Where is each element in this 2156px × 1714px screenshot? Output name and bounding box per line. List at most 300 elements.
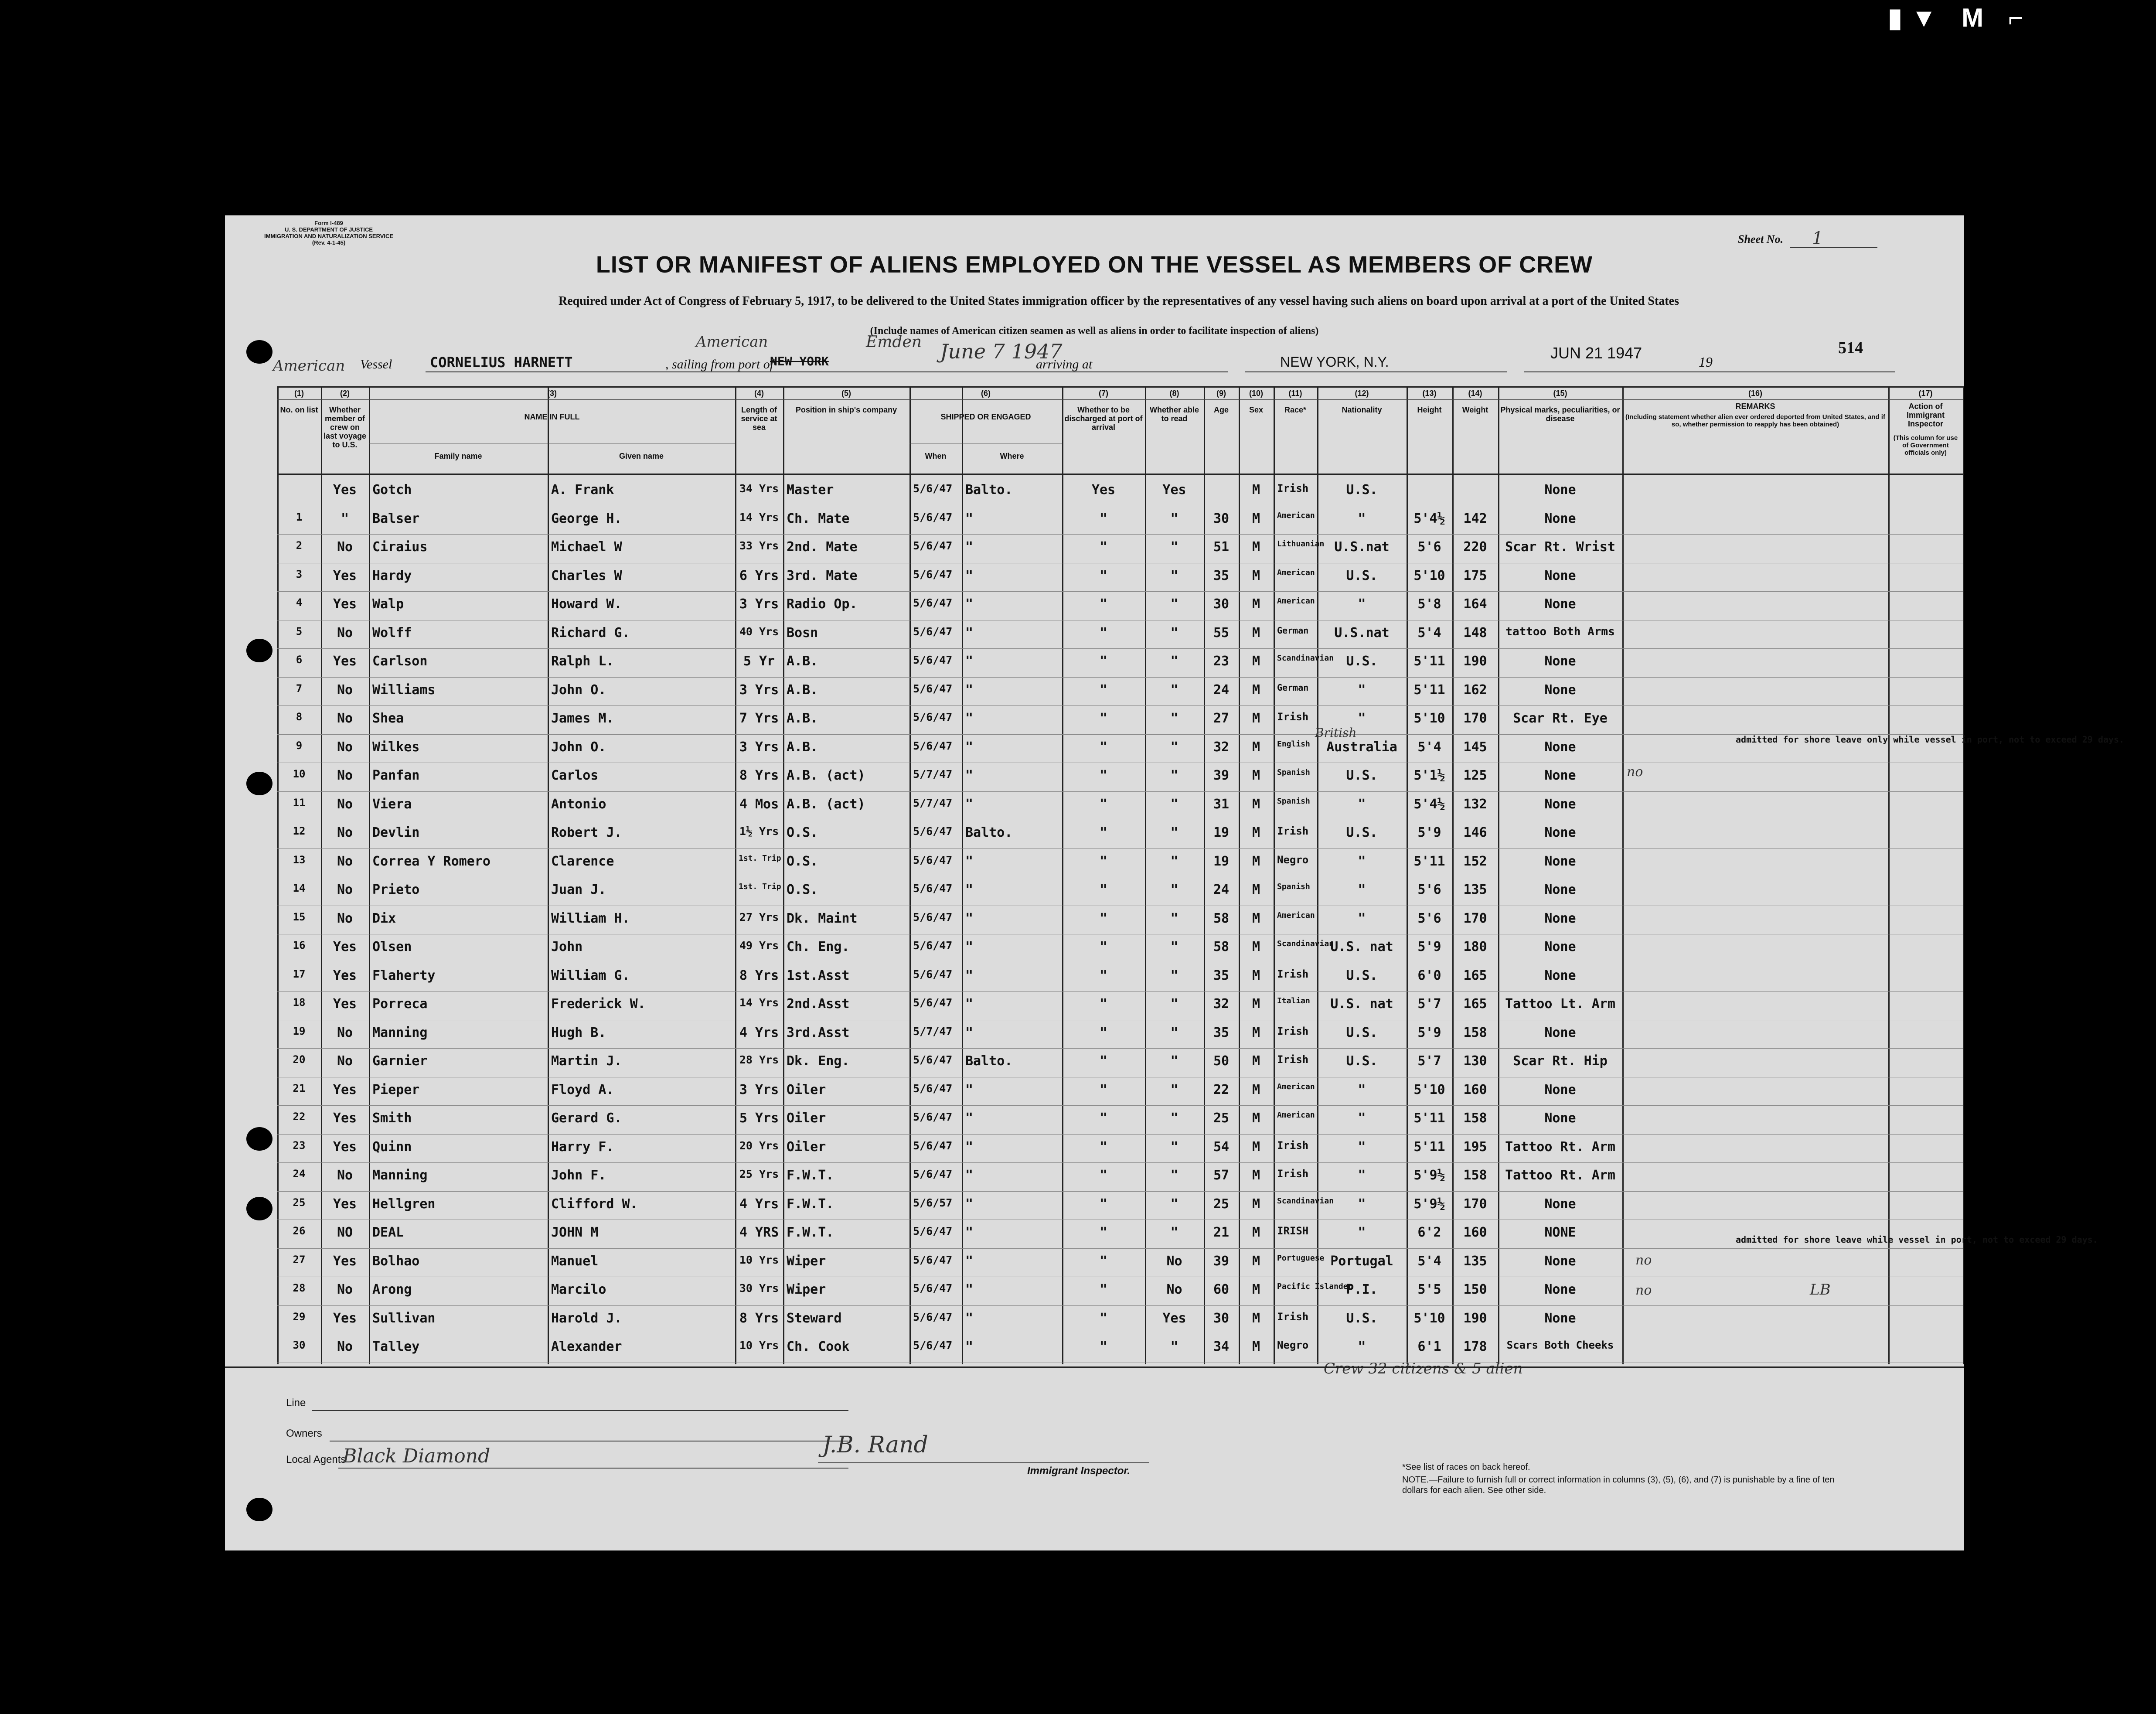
cell-sex: M bbox=[1252, 796, 1260, 812]
cell-age: 27 bbox=[1213, 711, 1230, 726]
sailing-label: , sailing from port of bbox=[665, 357, 774, 371]
cell-age: 39 bbox=[1213, 1253, 1230, 1269]
cell-age: 57 bbox=[1213, 1168, 1230, 1183]
cell-marks: Scar Rt. Eye bbox=[1513, 711, 1608, 726]
cell-prev: " bbox=[341, 511, 349, 526]
column-header: No. on list bbox=[280, 405, 318, 414]
cell-race: American bbox=[1277, 596, 1315, 606]
column-header: REMARKS bbox=[1735, 402, 1775, 411]
cell-sex: M bbox=[1252, 654, 1260, 669]
cell-marks: None bbox=[1544, 882, 1576, 897]
cell-no: 26 bbox=[293, 1225, 306, 1237]
cell-given: Harold J. bbox=[551, 1310, 622, 1326]
cell-weight: 125 bbox=[1463, 768, 1487, 783]
cell-position: A.B. (act) bbox=[787, 796, 865, 812]
cell-given: Marcilo bbox=[551, 1282, 606, 1297]
cell-sex: M bbox=[1252, 1225, 1260, 1240]
column-header: Nationality bbox=[1342, 405, 1382, 414]
cell-read: No bbox=[1166, 1253, 1182, 1269]
cell-given: William H. bbox=[551, 910, 630, 926]
cell-family: Prieto bbox=[372, 882, 420, 897]
cell-position: A.B. bbox=[787, 682, 818, 698]
cell-family: Ciraius bbox=[372, 539, 428, 555]
cell-disch: " bbox=[1099, 596, 1108, 612]
cell-prev: Yes bbox=[333, 996, 357, 1012]
cell-when: 5/6/47 bbox=[913, 1111, 953, 1123]
cell-given: Gerard G. bbox=[551, 1111, 622, 1126]
cell-nat: " bbox=[1358, 910, 1366, 926]
cell-race: Irish bbox=[1277, 1053, 1309, 1066]
cell-read: " bbox=[1170, 1082, 1178, 1097]
cell-service: 8 Yrs bbox=[739, 768, 779, 783]
cell-age: 24 bbox=[1213, 882, 1230, 897]
agents-label: Local Agents bbox=[286, 1454, 346, 1465]
cell-where: " bbox=[965, 1111, 974, 1126]
cell-age: 34 bbox=[1213, 1339, 1230, 1354]
cell-where: " bbox=[965, 882, 974, 897]
cell-disch: " bbox=[1099, 968, 1108, 983]
cell-sex: M bbox=[1252, 825, 1260, 840]
cell-weight: 170 bbox=[1463, 711, 1487, 726]
cell-age: 58 bbox=[1213, 939, 1230, 954]
cell-given: Carlos bbox=[551, 768, 599, 783]
cell-given: A. Frank bbox=[551, 482, 614, 498]
cell-race: Spanish bbox=[1277, 882, 1310, 891]
cell-weight: 178 bbox=[1463, 1339, 1487, 1354]
cell-age: 55 bbox=[1213, 625, 1230, 641]
cell-sex: M bbox=[1252, 539, 1260, 555]
cell-prev: No bbox=[337, 882, 353, 897]
remark-r9_no: no bbox=[1627, 764, 1643, 780]
column-line bbox=[909, 386, 911, 1364]
cell-prev: No bbox=[337, 1168, 353, 1183]
form-service: IMMIGRATION AND NATURALIZATION SERVICE bbox=[264, 233, 394, 239]
cell-race: Spanish bbox=[1277, 768, 1310, 777]
column-number: (4) bbox=[754, 389, 764, 398]
column-number: (14) bbox=[1468, 389, 1482, 398]
row-line bbox=[277, 534, 1963, 535]
act-text: Required under Act of Congress of February 5, 1917, to be delivered to the United States immigration officer by the representatives of any vessel having such aliens on board upon arrival at a port of the United States bbox=[559, 294, 1679, 308]
remark-r28_action: LB bbox=[1810, 1281, 1831, 1298]
cell-family: Shea bbox=[372, 711, 404, 726]
cell-no: 9 bbox=[296, 739, 303, 752]
cell-read: " bbox=[1170, 1111, 1178, 1126]
cell-nat: " bbox=[1358, 882, 1366, 897]
row-line bbox=[277, 1248, 1963, 1249]
column-line bbox=[783, 386, 784, 1364]
cell-no: 20 bbox=[293, 1053, 306, 1066]
column-number: (15) bbox=[1553, 389, 1567, 398]
column-number-line bbox=[277, 399, 1963, 400]
cell-height: 5'6 bbox=[1417, 539, 1441, 555]
cell-height: 5'10 bbox=[1413, 1082, 1445, 1097]
cell-disch: " bbox=[1099, 1168, 1108, 1183]
cell-when: 5/7/47 bbox=[913, 796, 953, 809]
cell-sex: M bbox=[1252, 711, 1260, 726]
cell-family: Walp bbox=[372, 596, 404, 612]
cell-race: Irish bbox=[1277, 968, 1309, 980]
cell-height: 5'1½ bbox=[1413, 768, 1445, 783]
cell-family: Hellgren bbox=[372, 1196, 436, 1212]
cell-read: " bbox=[1170, 768, 1178, 783]
cell-service: 30 Yrs bbox=[739, 1282, 779, 1295]
cell-no: 17 bbox=[293, 968, 306, 980]
cell-sex: M bbox=[1252, 1339, 1260, 1354]
cell-weight: 158 bbox=[1463, 1168, 1487, 1183]
cell-nat: " bbox=[1358, 853, 1366, 869]
cell-read: " bbox=[1170, 996, 1178, 1012]
cell-service: 5 Yr bbox=[743, 654, 775, 669]
cell-prev: Yes bbox=[333, 482, 357, 498]
cell-given: Hugh B. bbox=[551, 1025, 606, 1040]
cell-family: Gotch bbox=[372, 482, 412, 498]
cell-nat: " bbox=[1358, 1139, 1366, 1155]
column-header: Age bbox=[1213, 405, 1229, 414]
cell-where: " bbox=[965, 539, 974, 555]
cell-when: 5/6/47 bbox=[913, 739, 953, 752]
cell-when: 5/6/47 bbox=[913, 539, 953, 552]
cell-height: 5'4 bbox=[1417, 625, 1441, 641]
cell-sex: M bbox=[1252, 568, 1260, 583]
cell-marks: NONE bbox=[1544, 1225, 1576, 1240]
row-line bbox=[277, 1048, 1963, 1049]
remark-r9_text: admitted for shore leave only while vessel in port, not to exceed 29 days. bbox=[1736, 734, 2125, 745]
races-note: *See list of races on back hereof. bbox=[1402, 1462, 1530, 1472]
cell-marks: None bbox=[1544, 939, 1576, 954]
cell-service: 49 Yrs bbox=[739, 939, 779, 952]
cell-sex: M bbox=[1252, 768, 1260, 783]
cell-race: Irish bbox=[1277, 1139, 1309, 1152]
cell-where: " bbox=[965, 768, 974, 783]
cell-age: 50 bbox=[1213, 1053, 1230, 1069]
cell-when: 5/6/57 bbox=[913, 1196, 953, 1209]
cell-position: Wiper bbox=[787, 1253, 826, 1269]
cell-position: A.B. bbox=[787, 711, 818, 726]
cell-family: Flaherty bbox=[372, 968, 436, 983]
column-number: (13) bbox=[1422, 389, 1437, 398]
column-line bbox=[1498, 386, 1499, 1364]
cell-when: 5/6/47 bbox=[913, 682, 953, 695]
cell-age: 58 bbox=[1213, 910, 1230, 926]
cell-height: 5'11 bbox=[1413, 682, 1445, 698]
cell-sex: M bbox=[1252, 511, 1260, 526]
remark-r27_no: no bbox=[1635, 1252, 1652, 1268]
cell-family: Correa Y Romero bbox=[372, 853, 490, 869]
cell-read: " bbox=[1170, 939, 1178, 954]
cell-race: Negro bbox=[1277, 853, 1309, 866]
cell-marks: None bbox=[1544, 1253, 1576, 1269]
cell-position: A.B. (act) bbox=[787, 768, 865, 783]
cell-marks: Scars Both Cheeks bbox=[1506, 1339, 1614, 1351]
cell-prev: No bbox=[337, 711, 353, 726]
cell-sex: M bbox=[1252, 1196, 1260, 1212]
cell-race: American bbox=[1277, 511, 1315, 520]
cell-family: Olsen bbox=[372, 939, 412, 954]
cell-age: 39 bbox=[1213, 768, 1230, 783]
cell-sex: M bbox=[1252, 1253, 1260, 1269]
cell-read: " bbox=[1170, 539, 1178, 555]
cell-given: JOHN M bbox=[551, 1225, 599, 1240]
cell-read: " bbox=[1170, 739, 1178, 755]
cell-service: 3 Yrs bbox=[739, 739, 779, 755]
cell-when: 5/6/47 bbox=[913, 1053, 953, 1066]
cell-weight: 145 bbox=[1463, 739, 1487, 755]
cell-prev: Yes bbox=[333, 1310, 357, 1326]
cell-no: 23 bbox=[293, 1139, 306, 1152]
cell-prev: Yes bbox=[333, 654, 357, 669]
cell-weight: 165 bbox=[1463, 996, 1487, 1012]
cell-weight: 160 bbox=[1463, 1082, 1487, 1097]
cell-nat: U.S. bbox=[1346, 768, 1378, 783]
sheet-line bbox=[1790, 247, 1877, 248]
cell-service: 4 Yrs bbox=[739, 1025, 779, 1040]
cell-height: 5'11 bbox=[1413, 1139, 1445, 1155]
cell-family: Viera bbox=[372, 796, 412, 812]
cell-given: George H. bbox=[551, 511, 622, 526]
cell-weight: 190 bbox=[1463, 654, 1487, 669]
handwritten-emden: Emden bbox=[866, 333, 922, 351]
cell-prev: No bbox=[337, 739, 353, 755]
cell-where: " bbox=[965, 1196, 974, 1212]
cell-given: John O. bbox=[551, 682, 606, 698]
cell-weight: 148 bbox=[1463, 625, 1487, 641]
cell-family: Carlson bbox=[372, 654, 428, 669]
cell-where: " bbox=[965, 1025, 974, 1040]
cell-marks: Tattoo Lt. Arm bbox=[1505, 996, 1615, 1012]
cell-prev: Yes bbox=[333, 1082, 357, 1097]
cell-position: F.W.T. bbox=[787, 1196, 834, 1212]
column-header: Position in ship's company bbox=[795, 405, 897, 414]
cell-where: " bbox=[965, 596, 974, 612]
cell-sex: M bbox=[1252, 1168, 1260, 1183]
cell-position: 3rd. Mate bbox=[787, 568, 858, 583]
cell-service: 7 Yrs bbox=[739, 711, 779, 726]
cell-age: 35 bbox=[1213, 968, 1230, 983]
cell-read: " bbox=[1170, 654, 1178, 669]
column-line bbox=[1888, 386, 1890, 1364]
cell-no: 12 bbox=[293, 825, 306, 837]
cell-no: 3 bbox=[296, 568, 303, 580]
cell-prev: NO bbox=[337, 1225, 353, 1240]
cell-family: Williams bbox=[372, 682, 436, 698]
punch-hole bbox=[246, 1127, 272, 1151]
cell-where: " bbox=[965, 654, 974, 669]
cell-given: Richard G. bbox=[551, 625, 630, 641]
cell-given: Robert J. bbox=[551, 825, 622, 840]
column-header-note: (Including statement whether alien ever ordered deported from United States, and if so, whether permission to reapply has been obtained) bbox=[1625, 413, 1885, 428]
cell-read: " bbox=[1170, 968, 1178, 983]
cell-age: 30 bbox=[1213, 596, 1230, 612]
cell-race: American bbox=[1277, 910, 1315, 920]
cell-nat: " bbox=[1358, 1225, 1366, 1240]
cell-where: " bbox=[965, 1339, 974, 1354]
cell-when: 5/6/47 bbox=[913, 910, 953, 923]
cell-race: American bbox=[1277, 568, 1315, 577]
cell-marks: Tattoo Rt. Arm bbox=[1505, 1168, 1615, 1183]
cell-nat: " bbox=[1358, 711, 1366, 726]
manifest-document bbox=[225, 215, 2125, 1550]
cell-nat: U.S. nat bbox=[1330, 996, 1393, 1012]
cell-where: " bbox=[965, 511, 974, 526]
cell-given: Floyd A. bbox=[551, 1082, 614, 1097]
cell-given: Manuel bbox=[551, 1253, 599, 1269]
cell-given: James M. bbox=[551, 711, 614, 726]
cell-given: Harry F. bbox=[551, 1139, 614, 1155]
cell-where: " bbox=[965, 682, 974, 698]
column-number: (5) bbox=[841, 389, 851, 398]
remark-british_note: British bbox=[1315, 725, 1357, 740]
cell-nat: U.S. bbox=[1346, 482, 1378, 498]
punch-hole bbox=[246, 1197, 272, 1220]
agents-value: Black Diamond bbox=[343, 1445, 490, 1467]
cell-when: 5/6/47 bbox=[913, 511, 953, 524]
remark-r27_text: admitted for shore leave while vessel in port, not to exceed 29 days. bbox=[1736, 1234, 2098, 1245]
cell-no: 11 bbox=[293, 796, 306, 809]
cell-disch: " bbox=[1099, 825, 1108, 840]
cell-sex: M bbox=[1252, 596, 1260, 612]
cell-when: 5/6/47 bbox=[913, 1082, 953, 1095]
cell-read: " bbox=[1170, 511, 1178, 526]
cell-age: 19 bbox=[1213, 853, 1230, 869]
cell-age: 24 bbox=[1213, 682, 1230, 698]
cell-disch: " bbox=[1099, 1225, 1108, 1240]
cell-prev: No bbox=[337, 1282, 353, 1297]
cell-when: 5/6/47 bbox=[913, 1339, 953, 1352]
cell-given: Juan J. bbox=[551, 882, 606, 897]
cell-age: 25 bbox=[1213, 1196, 1230, 1212]
cell-marks: None bbox=[1544, 910, 1576, 926]
cell-read: " bbox=[1170, 682, 1178, 698]
cell-disch: " bbox=[1099, 1282, 1108, 1297]
cell-prev: No bbox=[337, 539, 353, 555]
column-header-note: (This column for use of Government officials only) bbox=[1893, 434, 1958, 457]
cell-age: 54 bbox=[1213, 1139, 1230, 1155]
cell-nat: " bbox=[1358, 796, 1366, 812]
column-header: Sex bbox=[1249, 405, 1264, 414]
handwritten-american-2: American bbox=[696, 333, 768, 351]
cell-height: 5'11 bbox=[1413, 654, 1445, 669]
cell-no: 30 bbox=[293, 1339, 306, 1351]
cell-read: " bbox=[1170, 568, 1178, 583]
cell-read: " bbox=[1170, 796, 1178, 812]
cell-when: 5/6/47 bbox=[913, 482, 953, 495]
cell-prev: Yes bbox=[333, 1111, 357, 1126]
cell-height: 5'4 bbox=[1417, 1253, 1441, 1269]
cell-race: Lithuanian bbox=[1277, 539, 1325, 549]
cell-service: 8 Yrs bbox=[739, 1310, 779, 1326]
cell-race: IRISH bbox=[1277, 1225, 1309, 1237]
cell-position: Wiper bbox=[787, 1282, 826, 1297]
cell-nat: " bbox=[1358, 1082, 1366, 1097]
cell-nat: U.S. bbox=[1346, 654, 1378, 669]
table-top-border bbox=[277, 386, 1963, 388]
row-line bbox=[277, 791, 1963, 792]
cell-where: " bbox=[965, 568, 974, 583]
cell-when: 5/6/47 bbox=[913, 968, 953, 981]
cell-service: 1½ Yrs bbox=[739, 825, 779, 838]
cell-position: 1st.Asst bbox=[787, 968, 850, 983]
cell-height: 5'4 bbox=[1417, 739, 1441, 755]
column-line bbox=[1963, 386, 1964, 1364]
cell-marks: None bbox=[1544, 796, 1576, 812]
cell-when: 5/6/47 bbox=[913, 1225, 953, 1237]
column-header: Weight bbox=[1462, 405, 1488, 414]
handwritten-american: American bbox=[273, 357, 345, 375]
cell-no: 5 bbox=[296, 625, 303, 637]
cell-where: " bbox=[965, 853, 974, 869]
cell-position: Master bbox=[787, 482, 834, 498]
cell-race: Scandinavian bbox=[1277, 654, 1334, 663]
cell-disch: " bbox=[1099, 1339, 1108, 1354]
cell-position: O.S. bbox=[787, 853, 818, 869]
cell-position: Radio Op. bbox=[787, 596, 858, 612]
cell-service: 14 Yrs bbox=[739, 511, 779, 524]
cell-weight: 170 bbox=[1463, 910, 1487, 926]
cell-service: 34 Yrs bbox=[739, 482, 779, 495]
row-line bbox=[277, 1191, 1963, 1192]
cell-height: 5'7 bbox=[1417, 996, 1441, 1012]
cell-height: 5'6 bbox=[1417, 910, 1441, 926]
cell-race: German bbox=[1277, 682, 1309, 693]
cell-no: 14 bbox=[293, 882, 306, 894]
cell-weight: 158 bbox=[1463, 1111, 1487, 1126]
cell-nat: U.S. nat bbox=[1330, 939, 1393, 954]
cell-when: 5/6/47 bbox=[913, 654, 953, 666]
column-number: (12) bbox=[1355, 389, 1369, 398]
cell-height: 5'10 bbox=[1413, 568, 1445, 583]
cell-height: 5'9 bbox=[1417, 825, 1441, 840]
cell-read: Yes bbox=[1162, 1310, 1186, 1326]
row-line bbox=[277, 1162, 1963, 1163]
cell-nat: U.S. bbox=[1346, 1053, 1378, 1069]
column-number: (16) bbox=[1748, 389, 1762, 398]
cell-where: " bbox=[965, 1082, 974, 1097]
penalty-note: NOTE.—Failure to furnish full or correct information in columns (3), (5), (6), and (7) is punishable by a fine of ten dollars for each alien. See other side. bbox=[1402, 1475, 1835, 1495]
cell-read: " bbox=[1170, 853, 1178, 869]
column-line bbox=[1145, 386, 1146, 1364]
cell-where: " bbox=[965, 1225, 974, 1240]
cell-marks: None bbox=[1544, 825, 1576, 840]
cell-service: 20 Yrs bbox=[739, 1139, 779, 1152]
cell-read: " bbox=[1170, 882, 1178, 897]
line-label: Line bbox=[286, 1397, 306, 1409]
cell-age: 31 bbox=[1213, 796, 1230, 812]
cell-age: 30 bbox=[1213, 1310, 1230, 1326]
inspector-label: Immigrant Inspector. bbox=[1027, 1465, 1131, 1477]
cell-read: " bbox=[1170, 596, 1178, 612]
cell-height: 5'11 bbox=[1413, 1111, 1445, 1126]
cell-no: 19 bbox=[293, 1025, 306, 1037]
cell-weight: 170 bbox=[1463, 1196, 1487, 1212]
cell-where: " bbox=[965, 796, 974, 812]
column-number: (6) bbox=[981, 389, 991, 398]
punch-hole bbox=[246, 1498, 272, 1521]
cell-nat: U.S.nat bbox=[1334, 625, 1390, 641]
inspector-signature: J.B. Rand bbox=[822, 1432, 928, 1458]
cell-read: " bbox=[1170, 1225, 1178, 1240]
cell-race: Scandinavian bbox=[1277, 1196, 1334, 1206]
cell-height: 5'9½ bbox=[1413, 1168, 1445, 1183]
cell-nat: U.S. bbox=[1346, 1025, 1378, 1040]
cell-position: 3rd.Asst bbox=[787, 1025, 850, 1040]
cell-nat: " bbox=[1358, 511, 1366, 526]
column-number: (10) bbox=[1249, 389, 1263, 398]
cell-given: Charles W bbox=[551, 568, 622, 583]
cell-position: F.W.T. bbox=[787, 1225, 834, 1240]
cell-height: 5'4½ bbox=[1413, 511, 1445, 526]
cell-where: " bbox=[965, 711, 974, 726]
cell-given: William G. bbox=[551, 968, 630, 983]
